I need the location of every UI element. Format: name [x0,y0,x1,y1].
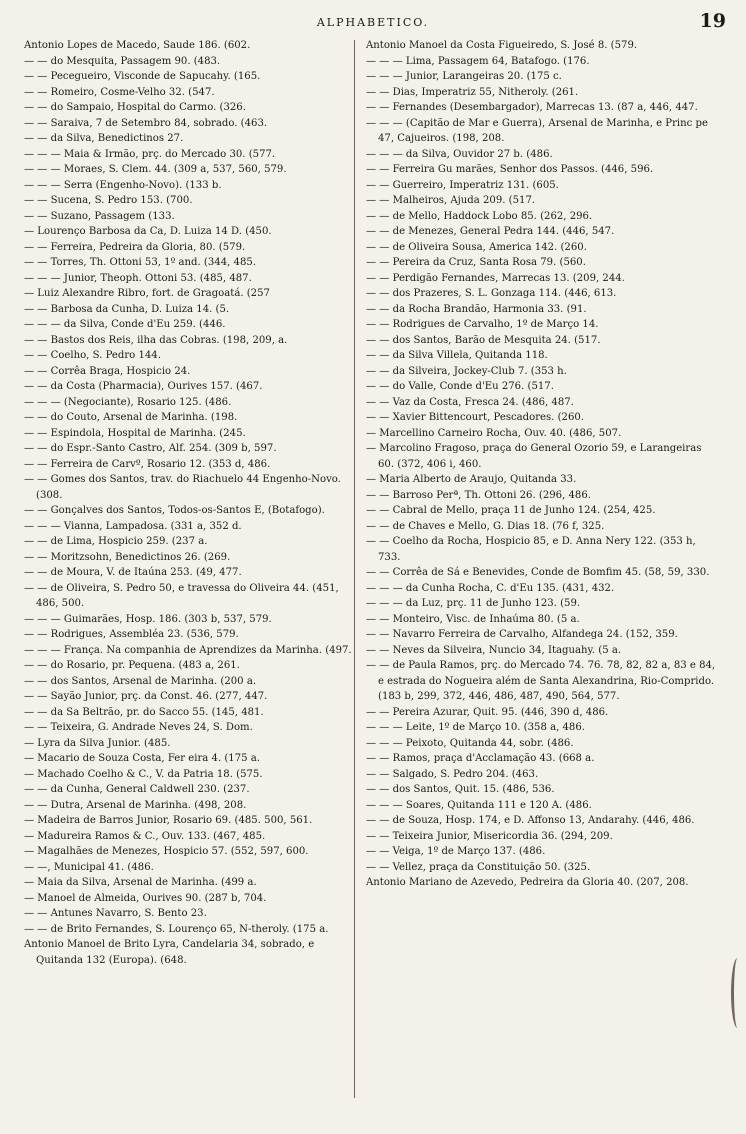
directory-entry: — — da Costa (Pharmacia), Ourives 157. (467. [24,381,263,392]
directory-entry: — — Teixeira, G. Andrade Neves 24, S. Dom. [24,722,253,733]
directory-entry: — — Gomes dos Santos, trav. do Riachuelo 44 Engenho-Novo. (308. [24,474,341,501]
directory-entry: — — Barbosa da Cunha, D. Luiza 14. (5. [24,303,230,315]
directory-entry: — Madureira Ramos & C., Ouv. 133. (467, 485. [24,830,266,842]
directory-entry: — — Vaz da Costa, Fresca 24. (486, 487. [366,396,574,408]
directory-entry: — — — Junior, Theoph. Ottoni 53. (485, 487. [24,272,252,284]
directory-entry: — Maia da Silva, Arsenal de Marinha. (499 a. [24,877,257,888]
directory-entry: — — — Lima, Passagem 64, Batafogo. (176. [366,55,590,67]
directory-entry: — — Rodrigues de Carvalho, 1º de Março 14. [366,319,599,330]
directory-entry: — — Malheiros, Ajuda 209. (517. [366,195,536,206]
directory-entry: — — Guerreiro, Imperatriz 131. (605. [366,179,559,191]
directory-entry: — — Pereira da Cruz, Santa Rosa 79. (560. [366,257,586,268]
directory-entry: — — Xavier Bittencourt, Pescadores. (260. [366,412,585,423]
directory-entry: — — Coelho da Rocha, Hospicio 85, e D. Anna Nery 122. (353 h, 733. [366,536,696,563]
directory-entry: Antonio Manoel da Costa Figueiredo, S. José 8. (579. [366,40,638,51]
directory-entry: — — Romeiro, Cosme-Velho 32. (547. [24,86,215,98]
directory-entry: — — dos Santos, Arsenal de Marinha. (200 a. [24,675,257,687]
directory-entry: — — Suzano, Passagem (133. [24,210,175,222]
directory-entry: — — Corrêa de Sá e Benevides, Conde de Bomfim 45. (58, 59, 330. [366,567,710,578]
directory-entry: — — da Sa Beltrão, pr. do Sacco 55. (145, 481. [24,706,264,718]
directory-entry: — — Teixeira Junior, Misericordia 36. (294, 209. [366,830,613,842]
directory-entry: — — Ferreira, Pedreira da Gloria, 80. (579. [24,241,246,253]
directory-entry: — — Antunes Navarro, S. Bento 23. [24,908,207,919]
directory-entry: Antonio Manoel de Brito Lyra, Candelaria 34, sobrado, e Quitanda 132 (Europa). (648. [24,939,315,966]
directory-entry: — — Sucena, S. Pedro 153. (700. [24,195,193,206]
directory-entry: — — — da Silva, Conde d'Eu 259. (446. [24,319,226,330]
directory-entry: — Lourenço Barbosa da Ca, D. Luiza 14 D. (450. [24,226,272,237]
directory-entry: — — Rodrigues, Assembléa 23. (536, 579. [24,629,239,640]
directory-entry: — — Neves da Silveira, Nuncio 34, Itaguahy. (5 a. [366,644,622,656]
directory-entry: — — Gonçalves dos Santos, Todos-os-Santos E, (Botafogo). [24,505,325,516]
directory-entry: — Manoel de Almeida, Ourives 90. (287 b, 704. [24,892,267,904]
left-column [24,38,364,968]
directory-entry: — — — Soares, Quitanda 111 e 120 A. (486. [366,799,592,811]
directory-entry: — — dos Santos, Quit. 15. (486, 536. [366,784,555,795]
page-number: 19 [699,10,726,32]
directory-entry: — — de Moura, V. de Itaúna 253. (49, 477. [24,567,242,578]
directory-entry: — — Pecegueiro, Visconde de Sapucahy. (165. [24,71,261,82]
directory-entry: — Macario de Souza Costa, Fer eira 4. (175 a. [24,753,261,764]
directory-entry: — — Cabral de Mello, praça 11 de Junho 124. (254, 425. [366,505,656,516]
directory-entry: — — Ferreira de Carvº, Rosario 12. (353 d, 486. [24,458,271,470]
directory-entry: — — Torres, Th. Ottoni 53, 1º and. (344, 485. [24,257,257,268]
directory-entry: — — do Espr.-Santo Castro, Alf. 254. (309 b, 597. [24,443,277,454]
directory-entry: — — de Oliveira Sousa, America 142. (260. [366,241,587,253]
directory-entry: — — de Paula Ramos, prç. do Mercado 74. 76. 78, 82, 82 a, 83 e 84, e estrada do Nogueira além de Santa Alexandrina, Rio-Comprido. (183 b, 299, 372, 446, 486, 487, 490, 564, 577. [366,660,716,702]
directory-entry: — — Sayão Junior, prç. da Const. 46. (277, 447. [24,691,268,702]
directory-entry: — — — Guimarães, Hosp. 186. (303 b, 537, 579. [24,613,272,625]
directory-entry: — Machado Coelho & C., V. da Patria 18. (575. [24,768,263,780]
directory-entry: — — de Lima, Hospicio 259. (237 a. [24,536,208,547]
directory-entry: — — da Silva Villela, Quitanda 118. [366,350,548,361]
directory-entry: — — Moritzsohn, Benedictinos 26. (269. [24,551,231,563]
directory-entry: — — Perdigão Fernandes, Marrecas 13. (209, 244. [366,272,625,284]
right-column [366,38,716,891]
directory-entry: — — Veiga, 1º de Março 137. (486. [366,846,546,857]
directory-entry: — —, Municipal 41. (486. [24,861,154,873]
directory-entry: — — — da Luz, prç. 11 de Junho 123. (59. [366,598,581,609]
directory-entry: — — Ramos, praça d'Acclamação 43. (668 a. [366,753,595,764]
directory-entry: — — — (Capitão de Mar e Guerra), Arsenal de Marinha, e Princ pe 47, Cajueiros. (198, 208. [366,117,708,144]
directory-entry: — — do Couto, Arsenal de Marinha. (198. [24,412,238,423]
directory-entry: — — de Menezes, General Pedra 144. (446, 547. [366,226,615,237]
directory-entry: — Madeira de Barros Junior, Rosario 69. (485. 500, 561. [24,815,313,826]
directory-entry: — Luiz Alexandre Ribro, fort. de Gragoatá. (257 [24,288,270,299]
directory-entry: — Marcolino Fragoso, praça do General Ozorio 59, e Larangeiras 60. (372, 406 i, 460. [366,443,702,470]
running-title: ALPHABETICO. [316,16,430,29]
directory-entry: — — de Mello, Haddock Lobo 85. (262, 296. [366,210,593,222]
directory-entry: Antonio Lopes de Macedo, Saude 186. (602. [24,40,251,51]
directory-entry: — — Salgado, S. Pedro 204. (463. [366,768,539,780]
directory-entry: — — — Peixoto, Quitanda 44, sobr. (486. [366,737,574,749]
directory-entry: — — Espindola, Hospital de Marinha. (245. [24,427,246,439]
directory-entry: — — da Rocha Brandão, Harmonia 33. (91. [366,303,587,315]
directory-entry: — Maria Alberto de Araujo, Quitanda 33. [366,474,577,485]
directory-entry: — — da Cunha, General Caldwell 230. (237. [24,784,250,795]
directory-entry: — — Ferreira Gu marães, Senhor dos Passos. (446, 596. [366,164,654,175]
directory-entry: — — de Brito Fernandes, S. Lourenço 65, N-theroly. (175 a. [24,923,329,935]
directory-entry: — — — França. Na companhia de Aprendizes da Marinha. (497. [24,644,352,656]
directory-entry: — — — da Silva, Ouvidor 27 b. (486. [366,148,553,160]
directory-entry: — — — Leite, 1º de Março 10. (358 a, 486. [366,722,585,733]
directory-entry: — Lyra da Silva Junior. (485. [24,737,171,749]
directory-entry: — — de Chaves e Mello, G. Dias 18. (76 f, 325. [366,520,605,532]
directory-entry: — — — Vianna, Lampadosa. (331 a, 352 d. [24,520,242,532]
directory-entry: — — — Junior, Larangeiras 20. (175 c. [366,71,562,82]
directory-entry: — — dos Prazeres, S. L. Gonzaga 114. (446, 613. [366,288,617,299]
directory-entry: — — Bastos dos Reis, ilha das Cobras. (198, 209, a. [24,334,288,346]
directory-entry: — — Navarro Ferreira de Carvalho, Alfandega 24. (152, 359. [366,629,678,640]
directory-entry: — — Fernandes (Desembargador), Marrecas 13. (87 a, 446, 447. [366,102,698,113]
directory-entry: — — de Oliveira, S. Pedro 50, e travessa do Oliveira 44. (451, 486, 500. [24,582,339,609]
directory-entry: — — do Valle, Conde d'Eu 276. (517. [366,381,554,392]
directory-entry: — — Pereira Azurar, Quit. 95. (446, 390 d, 486. [366,706,609,718]
directory-entry: — — Coelho, S. Pedro 144. [24,350,161,361]
margin-ink-mark [731,958,744,1028]
directory-entry: — — do Rosario, pr. Pequena. (483 a, 261. [24,660,240,671]
directory-entry: — — Dias, Imperatriz 55, Nitheroly. (261. [366,86,579,98]
directory-entry: — — — Moraes, S. Clem. 44. (309 a, 537, 560, 579. [24,164,287,175]
page-header [0,10,746,36]
directory-entry: — — da Silva, Benedictinos 27. [24,133,184,144]
directory-entry: — Marcellino Carneiro Rocha, Ouv. 40. (486, 507. [366,427,622,439]
directory-entry: — — Saraiva, 7 de Setembro 84, sobrado. (463. [24,117,268,129]
directory-entry: — — — da Cunha Rocha, C. d'Eu 135. (431, 432. [366,582,615,594]
directory-entry: — — Vellez, praça da Constituição 50. (325. [366,861,591,873]
directory-entry: — — Corrêa Braga, Hospicio 24. [24,365,191,377]
directory-entry: — — dos Santos, Barão de Mesquita 24. (517. [366,334,601,346]
directory-entry: — — da Silveira, Jockey-Club 7. (353 h. [366,365,567,377]
directory-entry: Antonio Mariano de Azevedo, Pedreira da Gloria 40. (207, 208. [366,877,689,888]
directory-entry: — — do Mesquita, Passagem 90. (483. [24,55,221,67]
directory-entry: — — do Sampaio, Hospital do Carmo. (326. [24,102,246,113]
column-divider [354,40,355,1098]
directory-entry: — — Dutra, Arsenal de Marinha. (498, 208. [24,799,247,811]
directory-entry: — — Barroso Perª, Th. Ottoni 26. (296, 486. [366,489,591,501]
directory-entry: — — — Maia & Irmão, prç. do Mercado 30. (577. [24,148,276,160]
directory-entry: — — — (Negociante), Rosario 125. (486. [24,396,232,408]
directory-entry: — — — Serra (Engenho-Novo). (133 b. [24,179,222,191]
directory-entry: — — de Souza, Hosp. 174, e D. Affonso 13, Andarahy. (446, 486. [366,815,695,826]
directory-entry: — — Monteiro, Visc. de Inhaúma 80. (5 a. [366,613,580,625]
directory-entry: — Magalhães de Menezes, Hospicio 57. (552, 597, 600. [24,846,309,857]
